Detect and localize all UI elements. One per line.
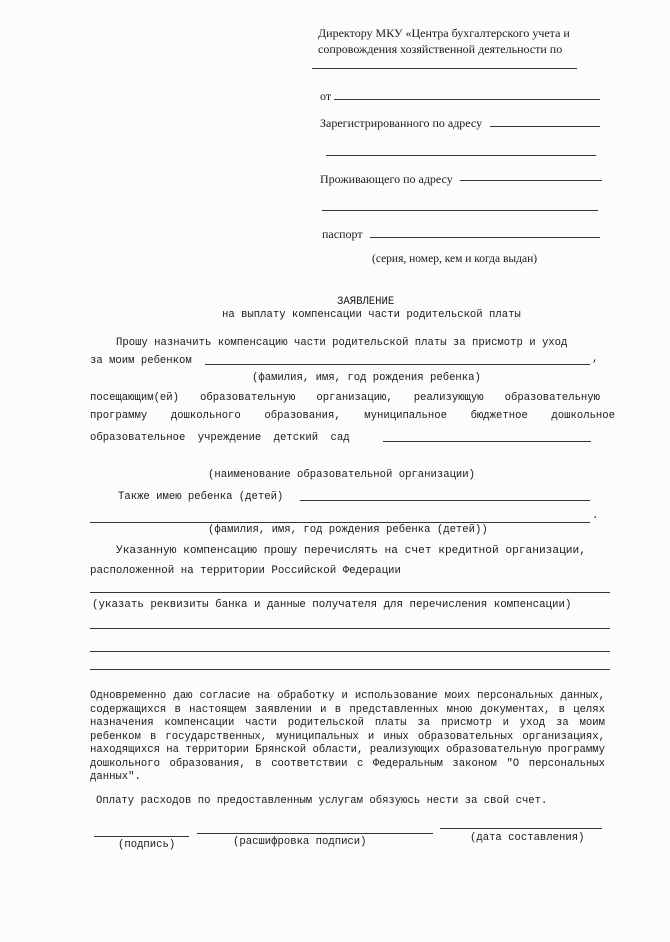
passport-line [370, 237, 600, 238]
addressee-blank-line [312, 68, 577, 69]
child-name-comma: , [592, 353, 599, 365]
addressee-line-1: Директору МКУ «Центра бухгалтерского учета и [318, 26, 570, 40]
signature-decryption-line [197, 833, 433, 834]
residence-address-line-2 [322, 210, 598, 211]
other-children-dot: . [592, 510, 599, 522]
date-label: (дата составления) [470, 832, 585, 844]
attending-line-2: программу дошкольного образования, муниципальное бюджетное дошкольное [90, 410, 615, 422]
from-blank-line [334, 99, 600, 100]
other-children-hint: (фамилия, имя, год рождения ребенка (детей)) [208, 524, 488, 536]
passport-label: паспорт [322, 227, 363, 241]
other-children-line [300, 500, 590, 501]
bank-line-1 [90, 592, 610, 593]
signature-label: (подпись) [118, 839, 176, 851]
attending-line-3: образовательное учреждение детский сад [90, 432, 350, 444]
consent-paragraph: Одновременно даю согласие на обработку и использование моих персональных данных, содержащихся в настоящем заявлении и в представленных мною документах, в целях назначения компенсации части родительской платы за присмотр и уход за моим ребенком в государственных, муниципальных и иных образовательных организациях, находящихся на территории Брянской области, реализующих образовательную программу дошкольного образования, в соответствии с Федеральным законом "О персональных данных". [90, 690, 605, 783]
addressee-line-2: сопровождения хозяйственной деятельности по [318, 42, 563, 56]
bank-line-4 [90, 669, 610, 670]
attending-line-1: посещающим(ей) образовательную организацию, реализующую образовательную [90, 392, 600, 404]
kindergarten-line [383, 441, 591, 442]
child-name-hint: (фамилия, имя, год рождения ребенка) [252, 372, 481, 384]
transfer-line-2: расположенной на территории Российской Федерации [90, 565, 402, 577]
transfer-line-1: Указанную компенсацию прошу перечислять на счет кредитной организации, [116, 545, 586, 557]
signature-decryption-label: (расшифровка подписи) [233, 836, 367, 848]
request-line-1: Прошу назначить компенсацию части родительской платы за присмотр и уход [116, 337, 568, 349]
from-label: от [320, 89, 332, 103]
bank-line-3 [90, 651, 610, 652]
payment-obligation: Оплату расходов по предоставленным услугам обязуюсь нести за свой счет. [96, 795, 548, 807]
registered-address-label: Зарегистрированного по адресу [320, 116, 483, 130]
registered-address-line [490, 126, 600, 127]
document-subtitle: на выплату компенсации части родительской платы [222, 309, 521, 321]
registered-address-line-2 [326, 155, 596, 156]
other-children-line-2 [90, 522, 590, 523]
bank-line-2 [90, 628, 610, 629]
residence-address-label: Проживающего по адресу [320, 172, 453, 186]
bank-details-hint: (указать реквизиты банка и данные получателя для перечисления компенсации) [92, 599, 572, 611]
residence-address-line [460, 180, 602, 181]
document-title: ЗАЯВЛЕНИЕ [337, 296, 395, 308]
date-line [440, 828, 602, 829]
signature-line [94, 836, 189, 837]
child-name-line [205, 364, 590, 365]
request-line-2: за моим ребенком [90, 355, 192, 367]
other-children-label: Также имею ребенка (детей) [118, 491, 284, 503]
organization-hint: (наименование образовательной организации) [208, 469, 476, 481]
passport-hint: (серия, номер, кем и когда выдан) [372, 253, 538, 265]
